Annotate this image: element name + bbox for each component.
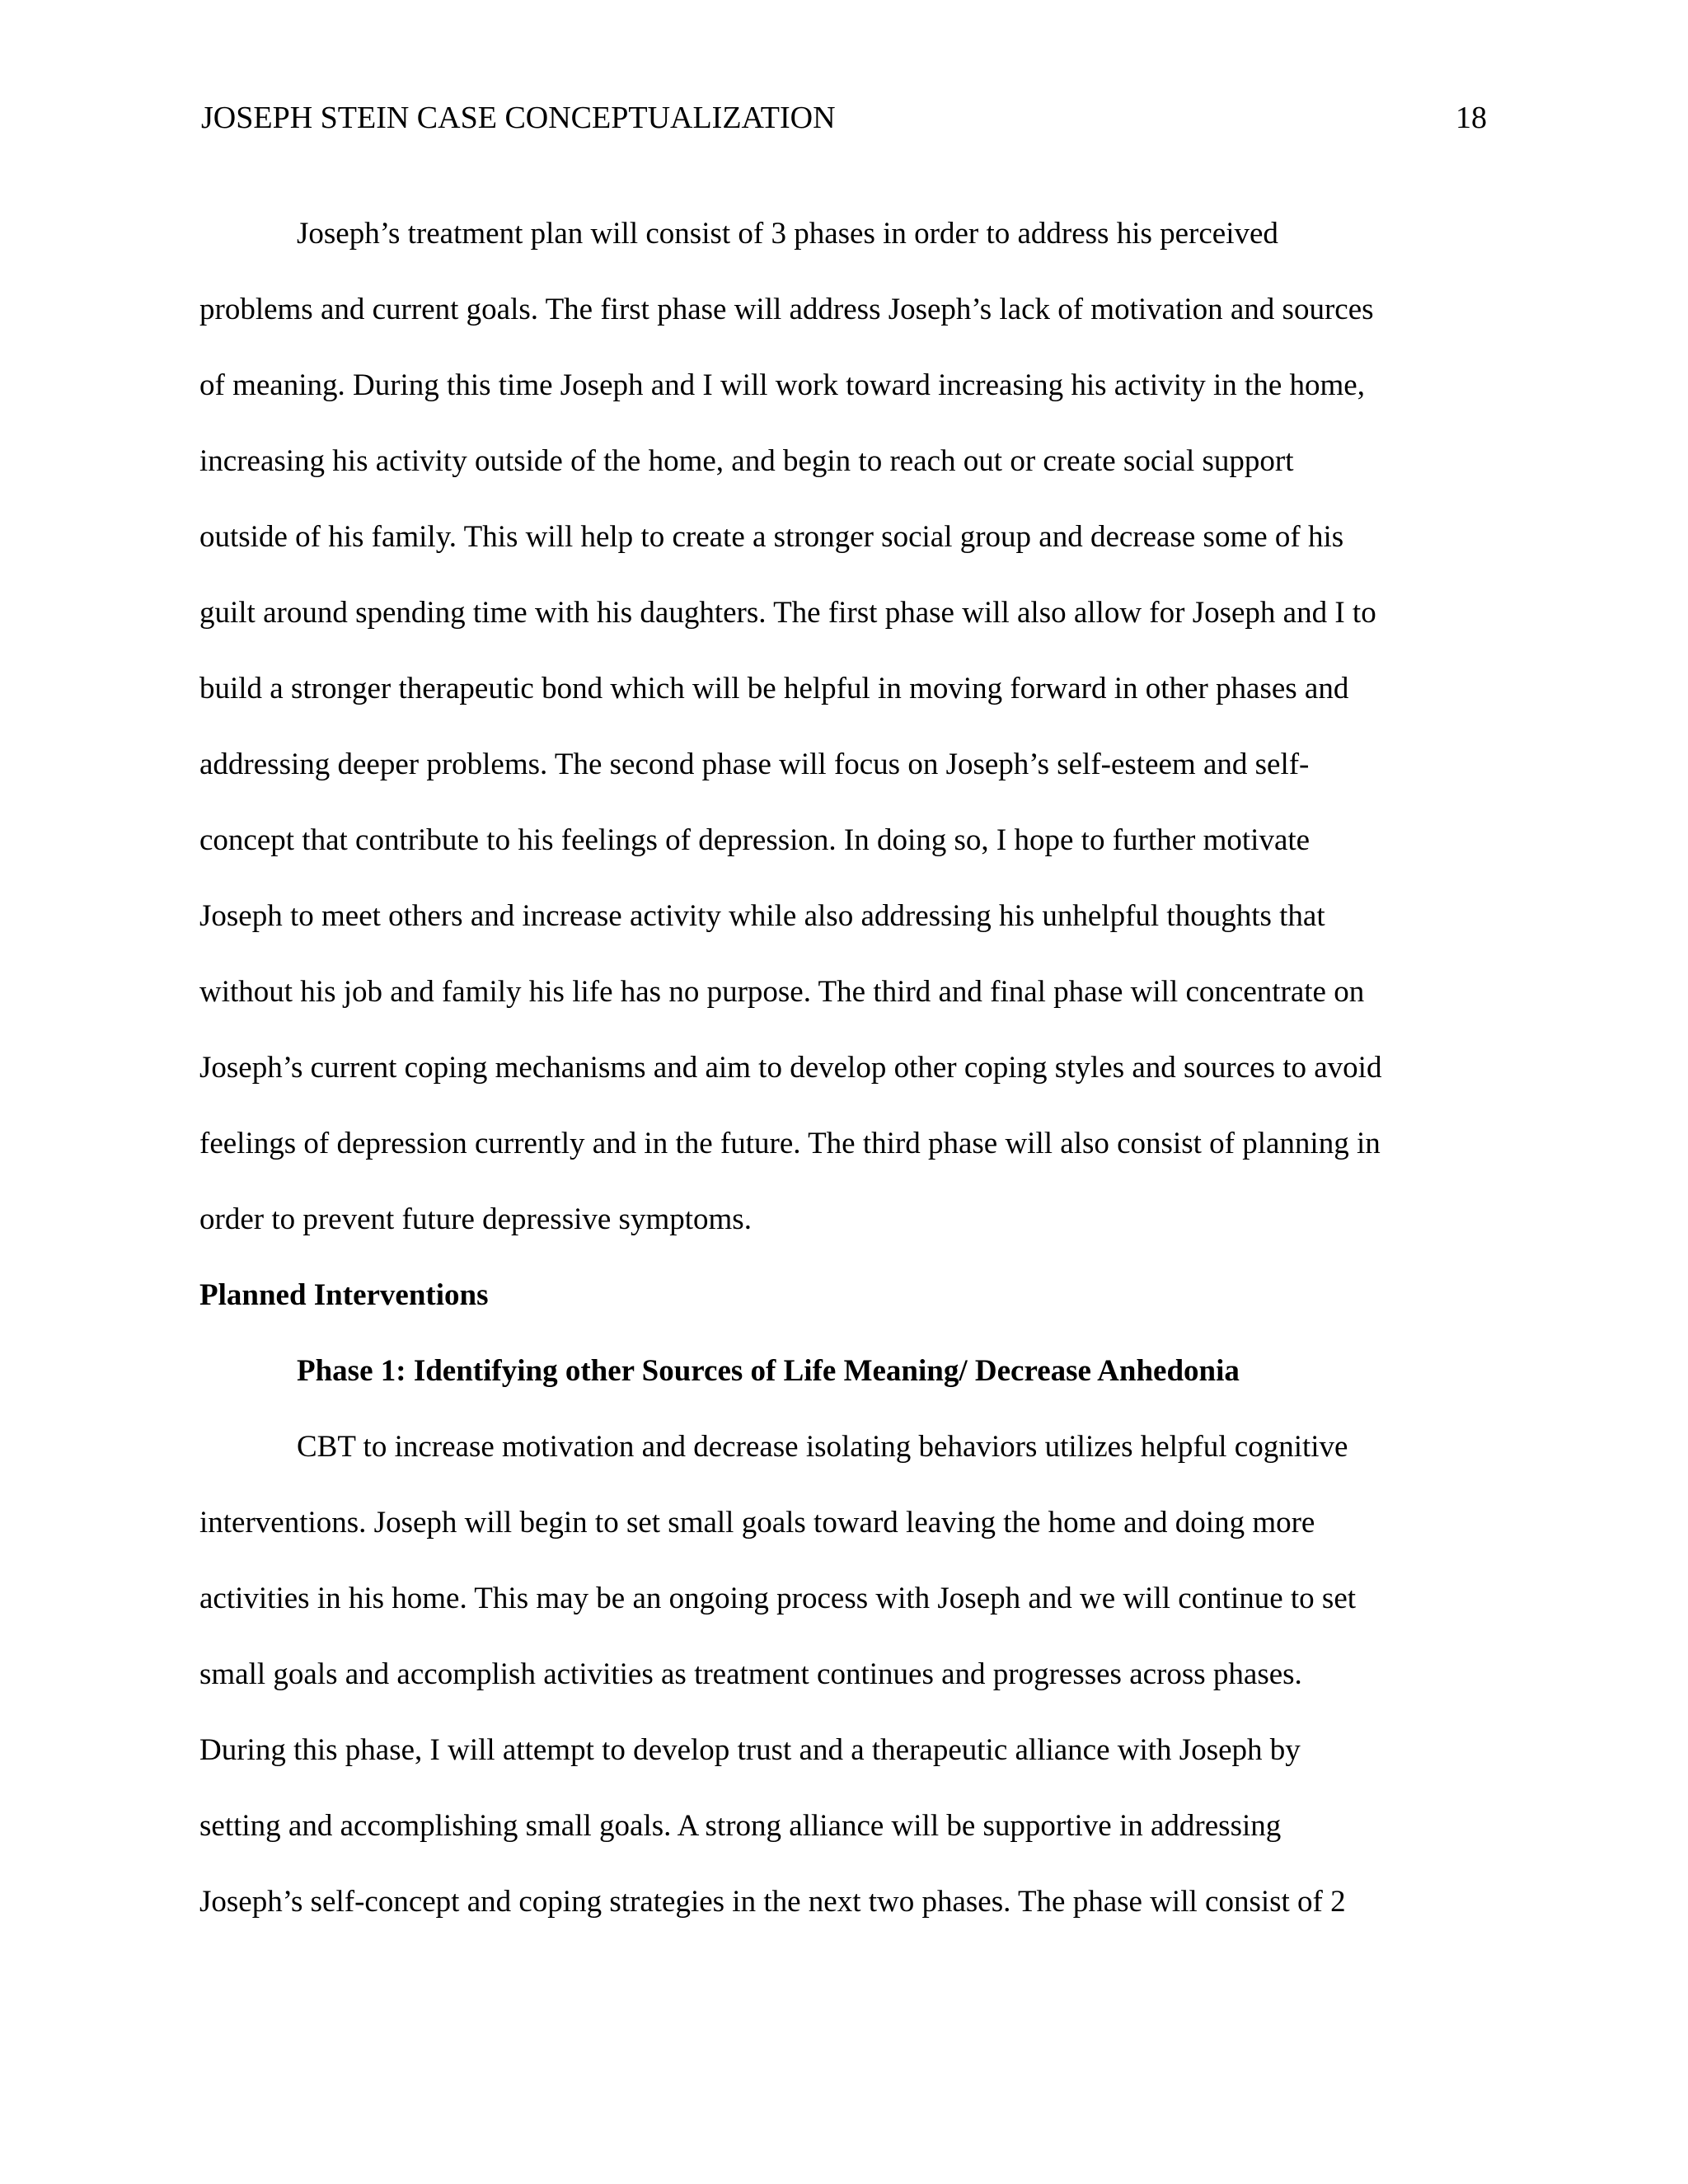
text-line: addressing deeper problems. The second phase will focus on Joseph’s self-esteem and self- bbox=[199, 748, 1310, 781]
text-line: Joseph’s treatment plan will consist of 3 phases in order to address his perceived bbox=[297, 217, 1278, 251]
text-line: CBT to increase motivation and decrease isolating behaviors utilizes helpful cognitive bbox=[297, 1430, 1348, 1464]
text-line: build a stronger therapeutic bond which will be helpful in moving forward in other phases and bbox=[199, 672, 1349, 705]
text-line: activities in his home. This may be an ongoing process with Joseph and we will continue to set bbox=[199, 1582, 1357, 1615]
paragraph-phase-1 bbox=[199, 1409, 1469, 1940]
paragraph-treatment-plan bbox=[199, 196, 1469, 1258]
running-head-title: JOSEPH STEIN CASE CONCEPTUALIZATION bbox=[201, 101, 836, 135]
text-line: Joseph to meet others and increase activity while also addressing his unhelpful thoughts that bbox=[199, 899, 1325, 933]
document-body bbox=[199, 196, 1469, 1940]
text-line: increasing his activity outside of the home, and begin to reach out or create social support bbox=[199, 444, 1294, 478]
text-line: Joseph’s current coping mechanisms and aim to develop other coping styles and sources to avoid bbox=[199, 1051, 1382, 1085]
page-number: 18 bbox=[1456, 101, 1487, 135]
subsection-heading: Phase 1: Identifying other Sources of Life Meaning/ Decrease Anhedonia bbox=[297, 1354, 1240, 1388]
text-line: feelings of depression currently and in the future. The third phase will also consist of planning in bbox=[199, 1127, 1381, 1160]
text-line: interventions. Joseph will begin to set small goals toward leaving the home and doing more bbox=[199, 1506, 1315, 1540]
text-line: problems and current goals. The first phase will address Joseph’s lack of motivation and sources bbox=[199, 293, 1374, 326]
text-line: small goals and accomplish activities as treatment continues and progresses across phases. bbox=[199, 1657, 1302, 1691]
text-line: order to prevent future depressive symptoms. bbox=[199, 1202, 752, 1236]
text-line: outside of his family. This will help to create a stronger social group and decrease some of his bbox=[199, 520, 1344, 554]
text-line: concept that contribute to his feelings of depression. In doing so, I hope to further motivate bbox=[199, 823, 1311, 857]
text-line: guilt around spending time with his daughters. The first phase will also allow for Joseph and I to bbox=[199, 596, 1376, 630]
text-line: During this phase, I will attempt to develop trust and a therapeutic alliance with Joseph by bbox=[199, 1733, 1301, 1767]
text-line: setting and accomplishing small goals. A strong alliance will be supportive in addressing bbox=[199, 1809, 1282, 1843]
running-header bbox=[201, 97, 1487, 138]
section-heading: Planned Interventions bbox=[199, 1278, 489, 1312]
text-line: without his job and family his life has no purpose. The third and final phase will concentrate on bbox=[199, 975, 1365, 1009]
text-line: Joseph’s self-concept and coping strategies in the next two phases. The phase will consist of 2 bbox=[199, 1885, 1346, 1919]
text-line: of meaning. During this time Joseph and I will work toward increasing his activity in the home, bbox=[199, 368, 1365, 402]
